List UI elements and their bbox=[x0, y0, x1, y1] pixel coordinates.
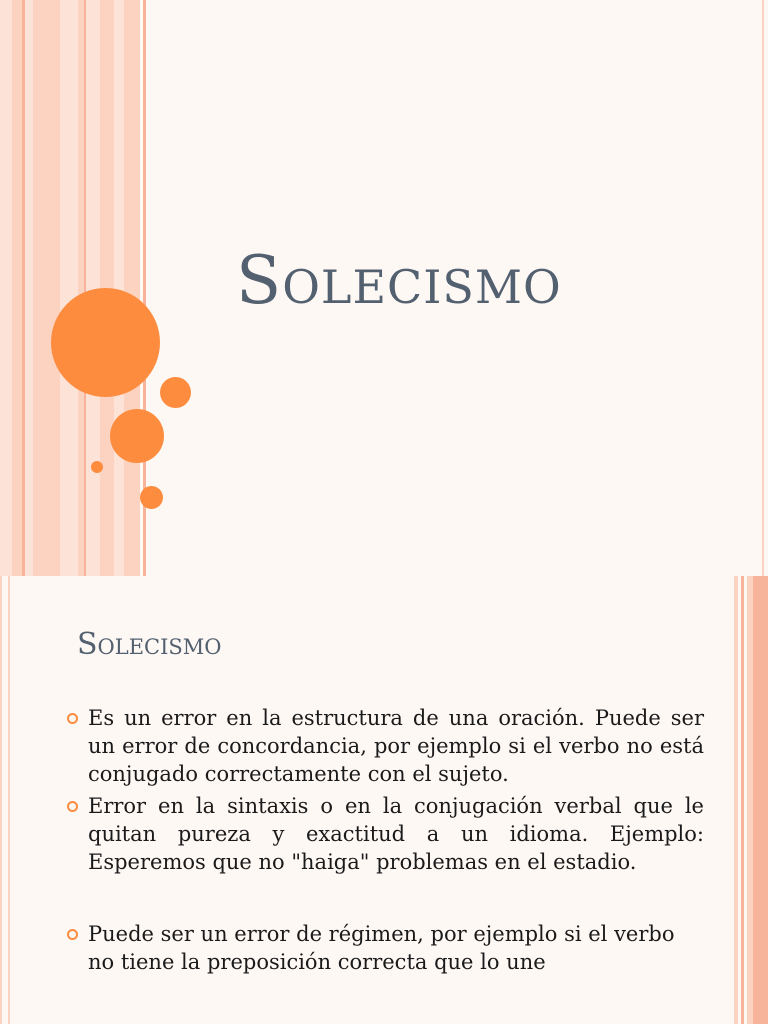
decorative-stripe bbox=[0, 0, 12, 576]
bullet-list bbox=[64, 704, 704, 976]
decorative-circle-small bbox=[160, 377, 191, 408]
decorative-circle-medium bbox=[110, 409, 164, 463]
decorative-stripe bbox=[734, 576, 738, 1024]
bullet-item bbox=[64, 792, 704, 876]
decorative-stripe bbox=[124, 0, 140, 576]
bullet-ring-icon bbox=[67, 929, 78, 940]
bullet-ring-icon bbox=[67, 801, 78, 812]
decorative-circle-small bbox=[140, 486, 163, 509]
decorative-stripe bbox=[33, 0, 60, 576]
slide-heading: Solecismo bbox=[77, 627, 222, 662]
decorative-circle-large bbox=[51, 288, 160, 397]
decorative-stripe bbox=[8, 576, 10, 1024]
decorative-circle-tiny bbox=[91, 461, 103, 473]
bullet-ring-icon bbox=[67, 713, 78, 724]
bullet-text: Error en la sintaxis o en la conjugación verbal que le quitan pureza y exactitud a un idioma. Ejemplo: Esperemos que no "haiga" problemas en el estadio. bbox=[88, 794, 704, 874]
decorative-stripe bbox=[762, 0, 764, 576]
decorative-stripe bbox=[12, 0, 22, 576]
bullet-text: Puede ser un error de régimen, por ejemplo si el verbo no tiene la preposición correcta que lo une bbox=[88, 922, 675, 974]
decorative-stripe bbox=[60, 0, 78, 576]
slide-title: Solecismo bbox=[236, 242, 562, 319]
bullet-item bbox=[64, 704, 704, 788]
decorative-stripe bbox=[753, 576, 768, 1024]
decorative-stripe bbox=[741, 576, 744, 1024]
bullet-item bbox=[64, 920, 704, 976]
decorative-stripe bbox=[25, 0, 33, 576]
decorative-stripe bbox=[0, 576, 2, 1024]
bullet-text: Es un error en la estructura de una oración. Puede ser un error de concordancia, por ejemplo si el verbo no está conjugado correctamente con el sujeto. bbox=[88, 706, 704, 786]
